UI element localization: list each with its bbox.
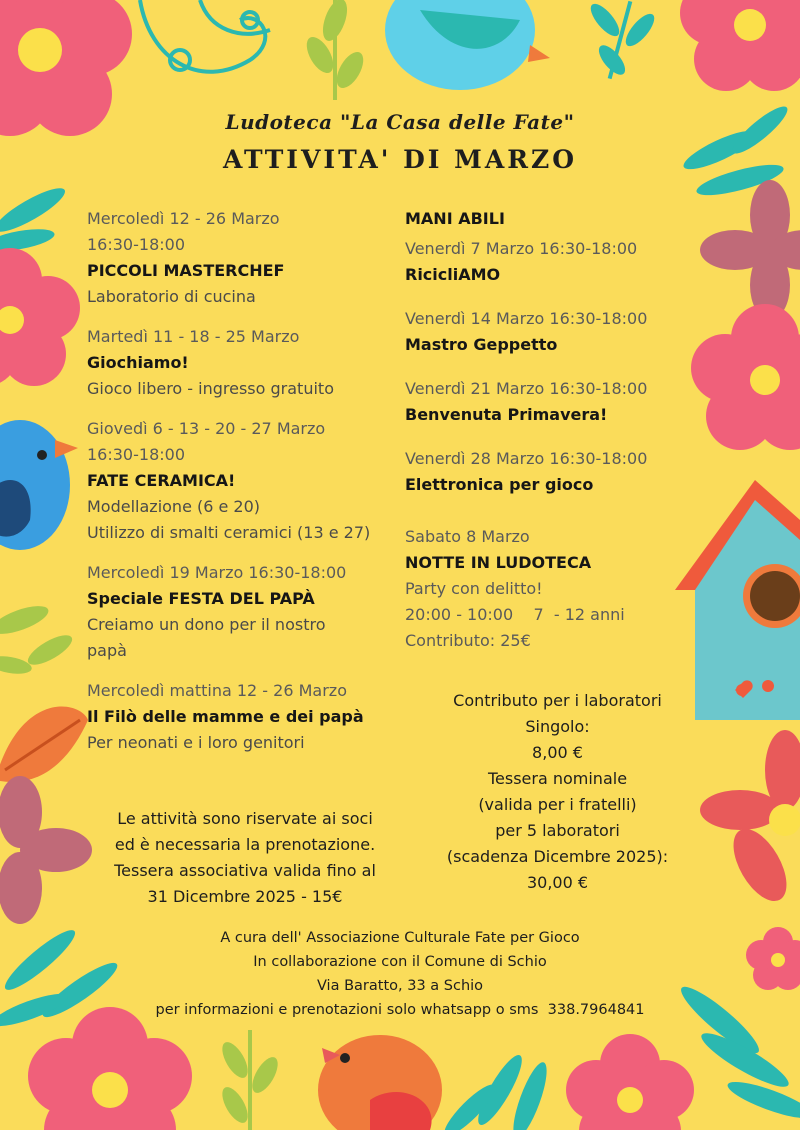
activity-description: Creiamo un dono per il nostro: [87, 615, 326, 634]
activity-date: Sabato 8 Marzo: [405, 527, 530, 546]
contribution-line: Tessera nominale: [487, 769, 628, 788]
activity-description: papà: [87, 641, 127, 660]
bird-icon: [385, 0, 550, 90]
page-title: ATTIVITA' DI MARZO: [222, 145, 578, 174]
left-activities-column: [87, 206, 397, 770]
flower-icon: [566, 1034, 694, 1130]
flower-icon: [0, 776, 92, 924]
activity-date: Giovedì 6 - 13 - 20 - 27 Marzo: [87, 419, 326, 438]
activity-item: [405, 306, 705, 358]
contribution-line: (valida per i fratelli): [478, 795, 637, 814]
activity-description: Utilizzo di smalti ceramici (13 e 27): [87, 523, 371, 542]
footer-line: Via Baratto, 33 a Schio: [316, 978, 484, 994]
activity-date: Venerdì 28 Marzo 16:30-18:00: [405, 449, 648, 468]
activity-time: 16:30-18:00: [87, 235, 185, 254]
activity-name: Speciale FESTA DEL PAPÀ: [87, 589, 315, 608]
leaf-sprig-icon: [586, 0, 659, 79]
flower-icon: [700, 180, 800, 320]
ludoteca-subtitle: Ludoteca "La Casa delle Fate": [225, 110, 575, 134]
activity-description: Per neonati e i loro genitori: [87, 733, 305, 752]
activity-item: [405, 446, 705, 498]
activity-name: Il Filò delle mamme e dei papà: [87, 707, 364, 726]
flower-icon: [700, 730, 800, 910]
leaf-sprig-icon: [0, 600, 76, 676]
activity-item: [87, 324, 397, 402]
right-activities-column: [405, 206, 705, 672]
bird-icon: [318, 1035, 442, 1130]
leaf-sprig-icon: [301, 0, 368, 100]
contribution-line: 8,00 €: [532, 743, 583, 762]
activity-name: Benvenuta Primavera!: [405, 405, 608, 424]
activity-date: Martedì 11 - 18 - 25 Marzo: [87, 327, 300, 346]
activity-description: Laboratorio di cucina: [87, 287, 256, 306]
flower-icon: [680, 0, 800, 91]
activity-date: Venerdì 21 Marzo 16:30-18:00: [405, 379, 648, 398]
activity-name: Giochiamo!: [87, 353, 189, 372]
activity-item: [405, 236, 705, 288]
activity-description: Party con delitto!: [405, 579, 543, 598]
bird-icon: [0, 420, 78, 550]
section-heading: MANI ABILI: [405, 209, 505, 228]
activity-item: [87, 678, 397, 756]
activity-date: Mercoledì mattina 12 - 26 Marzo: [87, 681, 347, 700]
flower-icon: [28, 1007, 192, 1130]
activity-name: PICCOLI MASTERCHEF: [87, 261, 285, 280]
membership-line: 31 Dicembre 2025 - 15€: [147, 887, 343, 906]
activity-name: NOTTE IN LUDOTECA: [405, 553, 592, 572]
membership-line: Le attività sono riservate ai soci: [117, 809, 373, 828]
activity-name: FATE CERAMICA!: [87, 471, 236, 490]
activity-name: RicicliAMO: [405, 265, 501, 284]
flower-icon: [691, 304, 800, 450]
footer-line: In collaborazione con il Comune di Schio: [253, 954, 547, 970]
activity-date: Mercoledì 12 - 26 Marzo: [87, 209, 280, 228]
special-event: [405, 524, 705, 654]
activity-item: [87, 416, 397, 546]
membership-note: [90, 806, 400, 910]
activity-time: 16:30-18:00: [87, 445, 185, 464]
activity-date: Mercoledì 19 Marzo 16:30-18:00: [87, 563, 347, 582]
activity-date: Venerdì 7 Marzo 16:30-18:00: [405, 239, 638, 258]
activity-name: Elettronica per gioco: [405, 475, 594, 494]
activity-date: Venerdì 14 Marzo 16:30-18:00: [405, 309, 648, 328]
flower-icon: [0, 248, 80, 386]
activity-fee: Contributo: 25€: [405, 631, 531, 650]
leaf-sprig-icon: [439, 1050, 553, 1130]
membership-line: Tessera associativa valida fino al: [114, 861, 376, 880]
vine-icon: [140, 0, 270, 72]
contribution-line: 30,00 €: [526, 873, 589, 892]
leaf-sprig-icon: [217, 1030, 283, 1130]
footer-contact-line: per informazioni e prenotazioni solo whatsapp o sms 338.7964841: [155, 1002, 645, 1018]
contribution-line: (scadenza Dicembre 2025):: [446, 847, 669, 866]
footer-info: [0, 926, 800, 1022]
activity-item: [405, 376, 705, 428]
leaf-icon: [0, 706, 88, 781]
contribution-line: Contributo per i laboratori: [453, 691, 662, 710]
activity-name: Mastro Geppetto: [405, 335, 558, 354]
activity-item: [87, 206, 397, 310]
contribution-info: [425, 688, 690, 896]
leaf-sprig-icon: [0, 181, 70, 255]
activity-item: [87, 560, 397, 664]
activity-schedule: 20:00 - 10:00 7 - 12 anni: [405, 605, 625, 624]
membership-line: ed è necessaria la prenotazione.: [114, 835, 376, 854]
activity-description: Gioco libero - ingresso gratuito: [87, 379, 334, 398]
contribution-line: Singolo:: [525, 717, 590, 736]
footer-line: A cura dell' Associazione Culturale Fate per Gioco: [220, 930, 580, 946]
activity-description: Modellazione (6 e 20): [87, 497, 261, 516]
contribution-line: per 5 laboratori: [495, 821, 620, 840]
